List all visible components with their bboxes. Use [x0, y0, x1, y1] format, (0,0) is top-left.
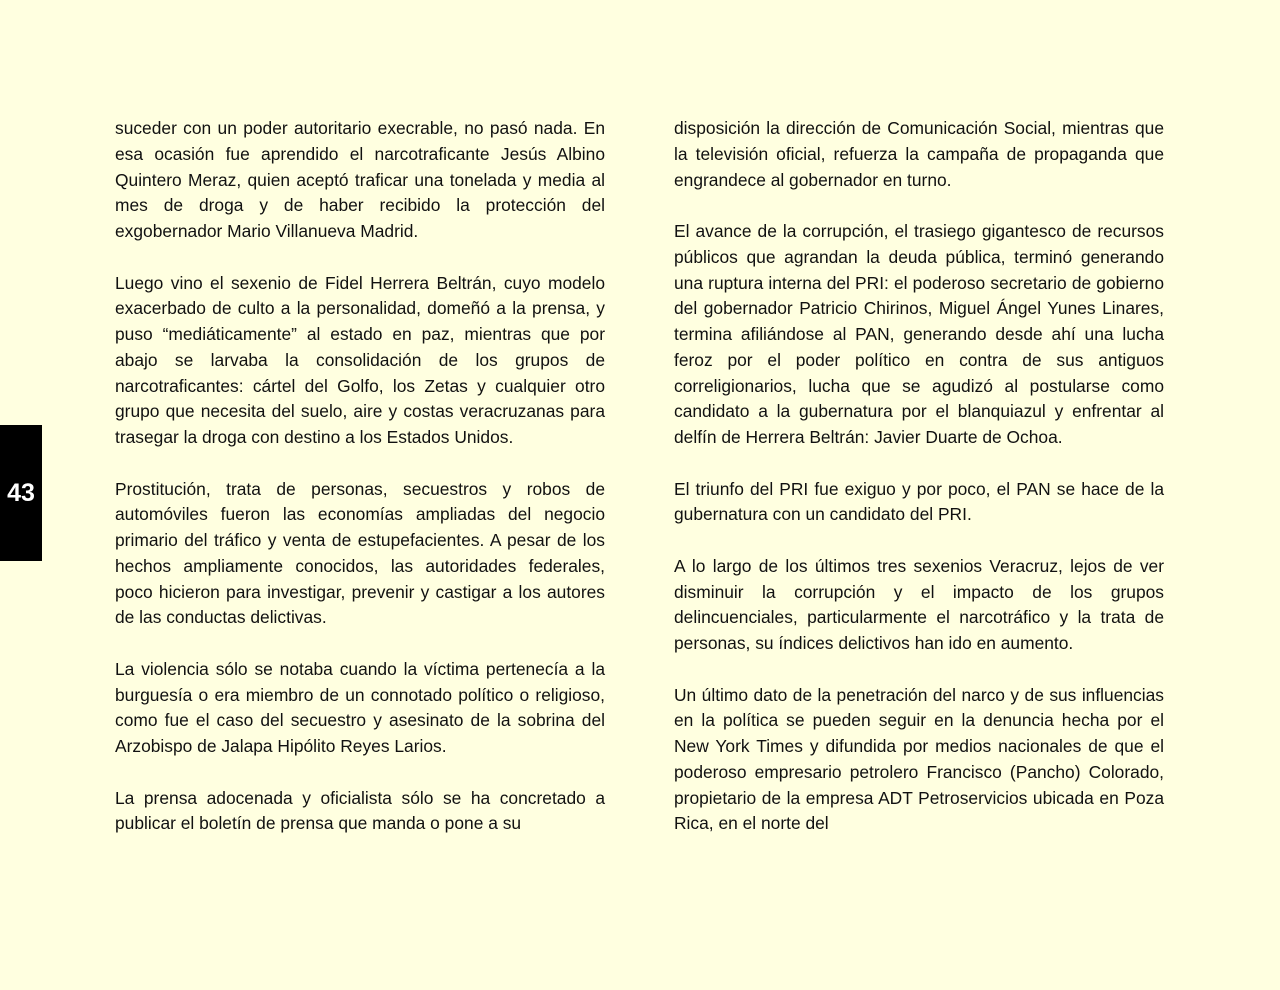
paragraph: Luego vino el sexenio de Fidel Herrera Beltrán, cuyo modelo exacerbado de culto a la personalidad, domeñó a la prensa, y puso “mediáticamente” al estado en paz, mientras que por abajo se larvaba la consolidación de los grupos de narcotraficantes: cártel del Golfo, los Zetas y cualquier otro grupo que necesita del suelo, aire y costas veracruzanas para trasegar la droga con destino a los Estados Unidos. — [115, 272, 605, 447]
left-text-column — [115, 116, 605, 837]
page-number-tab — [0, 425, 42, 561]
paragraph: disposición la dirección de Comunicación Social, mientras que la televisión oficial, refuerza la campaña de propaganda que engrandece al gobernador en turno. — [674, 118, 1164, 190]
paragraph: La violencia sólo se notaba cuando la víctima pertenecía a la burguesía o era miembro de un connotado político o religioso, como fue el caso del secuestro y asesinato de la sobrina del Arzobispo de Jalapa Hipólito Reyes Larios. — [115, 658, 605, 756]
paragraph: El avance de la corrupción, el trasiego gigantesco de recursos públicos que agrandan la deuda pública, terminó generando una ruptura interna del PRI: el poderoso secretario de gobierno del gobernador Patricio Chirinos, Miguel Ángel Yunes Linares, termina afiliándose al PAN, generando desde ahí una lucha feroz por el poder político en contra de sus antiguos correligionarios, lucha que se agudizó al postularse como candidato a la gubernatura por el blanquiazul y enfrentar al delfín de Herrera Beltrán: Javier Duarte de Ochoa. — [674, 221, 1164, 447]
paragraph: suceder con un poder autoritario execrable, no pasó nada. En esa ocasión fue aprendido el narcotraficante Jesús Albino Quintero Meraz, quien aceptó traficar una tonelada y media al mes de droga y de haber recibido la protección del exgobernador Mario Villanueva Madrid. — [115, 118, 605, 241]
paragraph: El triunfo del PRI fue exiguo y por poco, el PAN se hace de la gubernatura con un candidato del PRI. — [674, 478, 1164, 525]
paragraph: Prostitución, trata de personas, secuestros y robos de automóviles fueron las economías ampliadas del negocio primario del tráfico y venta de estupefacientes. A pesar de los hechos ampliamente conocidos, las autoridades federales, poco hicieron para investigar, prevenir y castigar a los autores de las conductas delictivas. — [115, 478, 605, 628]
paragraph: Un último dato de la penetración del narco y de sus influencias en la política se pueden seguir en la denuncia hecha por el New York Times y difundida por medios nacionales de que el poderoso empresario petrolero Francisco (Pancho) Colorado, propietario de la empresa ADT Petroservicios ubicada en Poza Rica, en el norte del — [674, 684, 1164, 834]
paragraph: La prensa adocenada y oficialista sólo se ha concretado a publicar el boletín de prensa que manda o pone a su — [115, 787, 605, 834]
right-text-column — [674, 116, 1164, 837]
page-number: 43 — [7, 478, 35, 507]
paragraph: A lo largo de los últimos tres sexenios Veracruz, lejos de ver disminuir la corrupción y el impacto de los grupos delincuenciales, particularmente el narcotráfico y la trata de personas, su índices delictivos han ido en aumento. — [674, 555, 1164, 653]
